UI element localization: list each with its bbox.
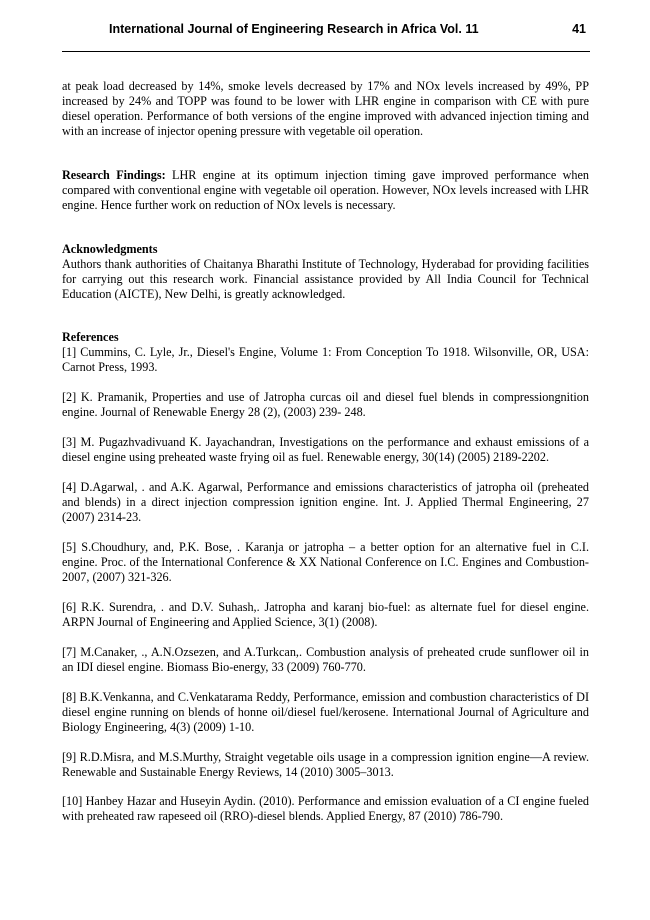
- running-header: [62, 22, 590, 40]
- page-body: [62, 79, 589, 839]
- header-rule: [62, 51, 590, 52]
- reference-item: [6] R.K. Surendra, . and D.V. Suhash,. Jatropha and karanj bio-fuel: as alternate fuel for diesel engine. ARPN Journal of Engineering and Applied Science, 3(1) (2008).: [62, 599, 589, 629]
- journal-title: International Journal of Engineering Research in Africa Vol. 11: [109, 22, 479, 36]
- reference-item: [10] Hanbey Hazar and Huseyin Aydin. (2010). Performance and emission evaluation of a CI engine fueled with preheated raw rapeseed oil (RRO)-diesel blends. Applied Energy, 87 (2010) 786-790.: [62, 794, 589, 824]
- reference-item: [1] Cummins, C. Lyle, Jr., Diesel's Engine, Volume 1: From Conception To 1918. Wilsonville, OR, USA: Carnot Press, 1993.: [62, 345, 589, 375]
- research-findings-text: LHR engine at its optimum injection timing gave improved performance when compared with conventional engine with vegetable oil operation. However, NOx levels increased with LHR engine. Hence further work on reduction of NOx levels is necessary.: [62, 167, 590, 212]
- reference-list: [62, 345, 589, 824]
- references-heading: References: [62, 330, 119, 345]
- reference-item: [2] K. Pramanik, Properties and use of Jatropha curcas oil and diesel fuel blends in compressiongnition engine. Journal of Renewable Energy 28 (2), (2003) 239- 248.: [62, 390, 589, 420]
- reference-item: [3] M. Pugazhvadivuand K. Jayachandran, Investigations on the performance and exhaust emissions of a diesel engine using preheated waste frying oil as fuel. Renewable energy, 30(14) (2005) 2189-2202.: [62, 435, 589, 465]
- acknowledgments-heading: Acknowledgments: [62, 241, 158, 256]
- acknowledgments-text: Authors thank authorities of Chaitanya Bharathi Institute of Technology, Hyderabad for providing facilities for carrying out this research work. Financial assistance provided by All India Council for Technical Education (AICTE), New Delhi, is greatly acknowledged.: [62, 256, 589, 301]
- reference-item: [5] S.Choudhury, and, P.K. Bose, . Karanja or jatropha – a better option for an alternative fuel in C.I. engine. Proc. of the International Conference & XX National Conference on I.C. Engines and Combustion-2007, (2007) 321-326.: [62, 540, 589, 584]
- intro-paragraph: at peak load decreased by 14%, smoke levels decreased by 17% and NOx levels increased by 49%, PP increased by 24% and TOPP was found to be lower with LHR engine in comparison with CE with pure diesel operation. Performance of both versions of the engine improved with advanced injection timing and with an increase of injector opening pressure with vegetable oil operation.: [62, 79, 589, 138]
- reference-item: [4] D.Agarwal, . and A.K. Agarwal, Performance and emissions characteristics of jatropha oil (preheated and blends) in a direct injection compression ignition engine. Int. J. Applied Thermal Engineering, 27 (2007) 2314-23.: [62, 480, 589, 525]
- reference-item: [7] M.Canaker, ., A.N.Ozsezen, and A.Turkcan,. Combustion analysis of preheated crude sunflower oil in an IDI diesel engine. Biomass Bio-energy, 33 (2009) 760-770.: [62, 644, 589, 674]
- research-findings-label: Research Findings:: [62, 167, 166, 182]
- reference-item: [9] R.D.Misra, and M.S.Murthy, Straight vegetable oils usage in a compression ignition engine—A review. Renewable and Sustainable Energy Reviews, 14 (2010) 3005–3013.: [62, 749, 589, 779]
- research-findings-paragraph: [62, 168, 589, 213]
- reference-item: [8] B.K.Venkanna, and C.Venkatarama Reddy, Performance, emission and combustion characteristics of DI diesel engine running on blends of honne oil/diesel fuel/kerosene. International Journal of Agriculture and Biology Engineering, 4(3) (2009) 1-10.: [62, 689, 589, 734]
- page-number: 41: [572, 22, 586, 36]
